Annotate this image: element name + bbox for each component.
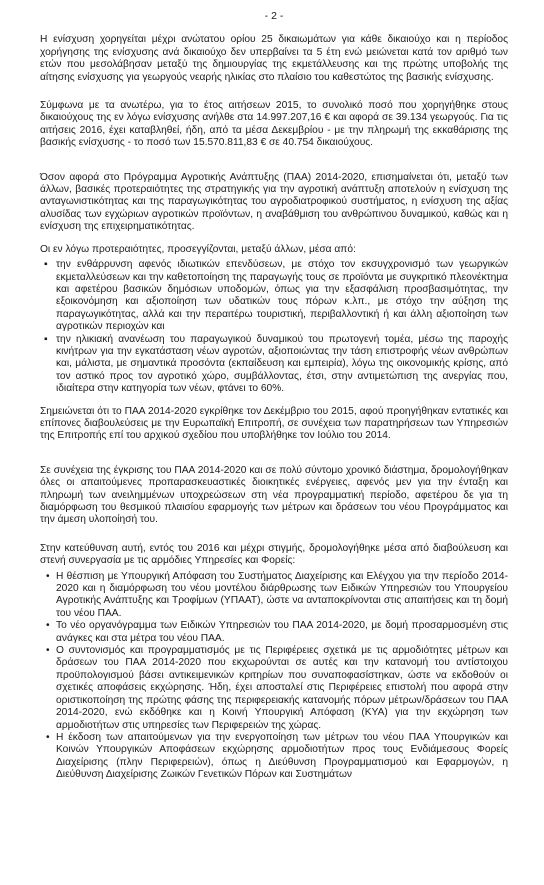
dot-bullet-icon: • (46, 620, 50, 632)
paragraph-paa-priorities: Όσον αφορά στο Πρόγραμμα Αγροτικής Ανάπτυξης (ΠΑΑ) 2014-2020, επισημαίνεται ότι, μεταξύ των άλλων, βασικές προτεραιότητες της στρατηγικής για την αγροτική ανάπτυξη αποτελούν η ενίσχυση της ανταγωνιστικότητας και της παραγωγικότητας του αγροδιατροφικού συστήματος, η ενίσχυση της αξίας αλυσίδας των εγχώριων αγροτικών προϊόντων, η αναβάθμιση του ανθρώπινου δυναμικού, καθώς και η ενίσχυση της επιχειρηματικότητας. (40, 171, 508, 233)
list-item (40, 571, 508, 621)
paragraph-paa-approval: Σημειώνεται ότι το ΠΑΑ 2014-2020 εγκρίθηκε τον Δεκέμβριο του 2015, αφού προηγήθηκαν εντατικές και επίπονες διαβουλεύσεις με την Ευρωπαϊκή Επιτροπή, σε συνέχεια των παρατηρήσεων των Υπηρεσιών της Επιτροπής επί του αρχικού σχεδίου που υποβλήθηκε τον Ιούλιο του 2014. (40, 405, 508, 442)
list-item-text: την ενθάρρυνση αφενός ιδιωτικών επενδύσεων, με στόχο τον εκσυγχρονισμό των γεωργικών εκμεταλλεύσεων και την καθετοποίηση της παραγωγής τους σε προϊόντα με συγκριτικό πλεονέκτημα και αφετέρου βασικών δημόσιων υποδομών, όπως για την εξασφάλιση προσβασιμότητας, την εξοικονόμηση και αξιοποίηση των υδατικών τους πόρων κ.λπ., με στόχο την αύξηση της παραγωγικότητας, αλλά και την περαιτέρω τουριστική, περιβαλλοντική ή και άλλη αξιοποίηση των αγροτικών περιοχών και (56, 259, 508, 333)
page-number: - 2 - (264, 10, 284, 22)
list-item-text: Η έκδοση των απαιτούμενων για την ενεργοποίηση των μέτρων του νέου ΠΑΑ Υπουργικών και Κοινών Υπουργικών Αποφάσεων εκχώρησης αρμοδιοτήτων προς τους Ενδιάμεσους Φορείς Διαχείρισης (πλην Περιφερειών), όπως η Διεύθυνση Προγραμματισμού και Εφαρμογών, η Διεύθυνση Διαχείρισης Ζωικών Γενετικών Πόρων και Συστημάτων (56, 731, 508, 781)
list-item (40, 620, 508, 645)
priorities-list (40, 259, 508, 395)
list-item (40, 645, 508, 732)
paragraph-payments-2015-2016: Σύμφωνα με τα ανωτέρω, για το έτος αιτήσεων 2015, το συνολικό ποσό που χορηγήθηκε στους δικαιούχους της εν λόγω ενίσχυσης ανήλθε στα 14.997.207,16 € και αφορά σε 39.134 γεωργούς. Για τις αιτήσεις 2016, έχει καταβληθεί, ήδη, από τα μέσα Δεκεμβρίου - με την πληρωμή της εκκαθάρισης της βασικής ενίσχυσης - το ποσό των 15.570.811,83 € σε 40.754 δικαιούχους. (40, 100, 508, 149)
list-item (40, 259, 508, 333)
list-item (40, 334, 508, 396)
square-bullet-icon: ▪ (44, 259, 48, 271)
paragraph-young-farmers-support: Η ενίσχυση χορηγείται μέχρι ανώτατου ορίου 25 δικαιωμάτων για κάθε δικαιούχο και η περίοδος χορήγησης της ενίσχυσης ανά δικαιούχο δεν υπερβαίνει τα 5 έτη ενώ μειώνεται κατά τον αριθμό των ετών που μεσολάβησαν μεταξύ της δημιουργίας της εκμετάλλευσης και της πρώτης υποβολής της αίτησης ενίσχυσης για γεωργούς νεαρής ηλικίας στο πλαίσιο του καθεστώτος της βασικής ενίσχυσης. (40, 34, 508, 83)
square-bullet-icon: ▪ (44, 333, 48, 345)
list-item-text: την ηλικιακή ανανέωση του παραγωγικού δυναμικού του πρωτογενή τομέα, μέσω της παροχής κινήτρων για την εγκατάσταση νέων αγροτών, αξιοποιώντας την τάση επιστροφής νέων ανθρώπων και, μάλιστα, με σημαντικά προσόντα (εκπαίδευση και εμπειρία), λόγω της οικονομικής κρίσης, από τον αστικό προς τον αγροτικό χώρο, συμβάλλοντας, έτσι, στην αντιμετώπιση της ανεργίας που, ιδιαίτερα στην κατηγορία των νέων, φτάνει το 60%. (56, 333, 508, 395)
paragraph-administrative-actions: Σε συνέχεια της έγκρισης του ΠΑΑ 2014-2020 και σε πολύ σύντομο χρονικό διάστημα, δρομολογήθηκαν όλες οι απαιτούμενες προπαρασκευαστικές διοικητικές ενέργειες, αφενός μεν για την ένταξη και πληρωμή των ανειλημμένων υποχρεώσεων στη νέα προγραμματική περίοδο, αφετέρου δε για τη διαμόρφωση του θεσμικού πλαισίου εφαρμογής των μέτρων και δράσεων του νέου Προγράμματος και την άμεση υλοποίησή του. (40, 464, 508, 526)
dot-bullet-icon: • (46, 570, 50, 582)
dot-bullet-icon: • (46, 645, 50, 657)
paragraph-2016-actions-intro: Στην κατεύθυνση αυτή, εντός του 2016 και μέχρι στιγμής, δρομολογήθηκε μέσα από διαβούλευση και στενή συνεργασία με τις αρμόδιες Υπηρεσίες και Φορείς: (40, 542, 508, 567)
list-item (40, 732, 508, 782)
list-item-text: Το νέο οργανόγραμμα των Ειδικών Υπηρεσιών του ΠΑΑ 2014-2020, με δομή προσαρμοσμένη στις ανάγκες και στα μέτρα του νέου ΠΑΑ. (56, 620, 508, 644)
actions-list (40, 571, 508, 782)
paragraph-priorities-intro: Οι εν λόγω προτεραιότητες, προσεγγίζονται, μεταξύ άλλων, μέσα από: (40, 243, 356, 255)
list-item-text: Ο συντονισμός και προγραμματισμός με τις Περιφέρειες σχετικά με τις αρμοδιότητες μέτρων και δράσεων του ΠΑΑ 2014-2020 που εκχωρούνται σε αυτές και την κατανομή του αντίστοιχου προϋπολογισμού βάσει αντικειμενικών κριτηρίων που συναποφασίστηκαν, ώστε να εκδοθούν οι σχετικές αποφάσεις εκχώρησης. Ήδη, έχει αποσταλεί στις Περιφέρειες επιστολή που αφορά στην οριστικοποίηση της πρώτης φάσης της περιφερειακής κατανομής πόρων μέτρων/δράσεων του ΠΑΑ 2014-2020, ενώ εκδόθηκε και η Κοινή Υπουργική Απόφαση (ΚΥΑ) για την εκχώρηση των αρμοδιοτήτων στις υπηρεσίες των Περιφερειών της χώρας. (56, 645, 508, 731)
list-item-text: Η θέσπιση με Υπουργική Απόφαση του Συστήματος Διαχείρισης και Ελέγχου για την περίοδο 2014-2020 και η διαμόρφωση του νέου μοντέλου διάρθρωσης των Ειδικών Υπηρεσιών του Υπουργείου Αγροτικής Ανάπτυξης και Τροφίμων (ΥΠΑΑΤ), ώστε να ανταποκρίνονται στις απαιτήσεις και τη δομή του νέου ΠΑΑ. (56, 570, 508, 619)
dot-bullet-icon: • (46, 731, 50, 743)
